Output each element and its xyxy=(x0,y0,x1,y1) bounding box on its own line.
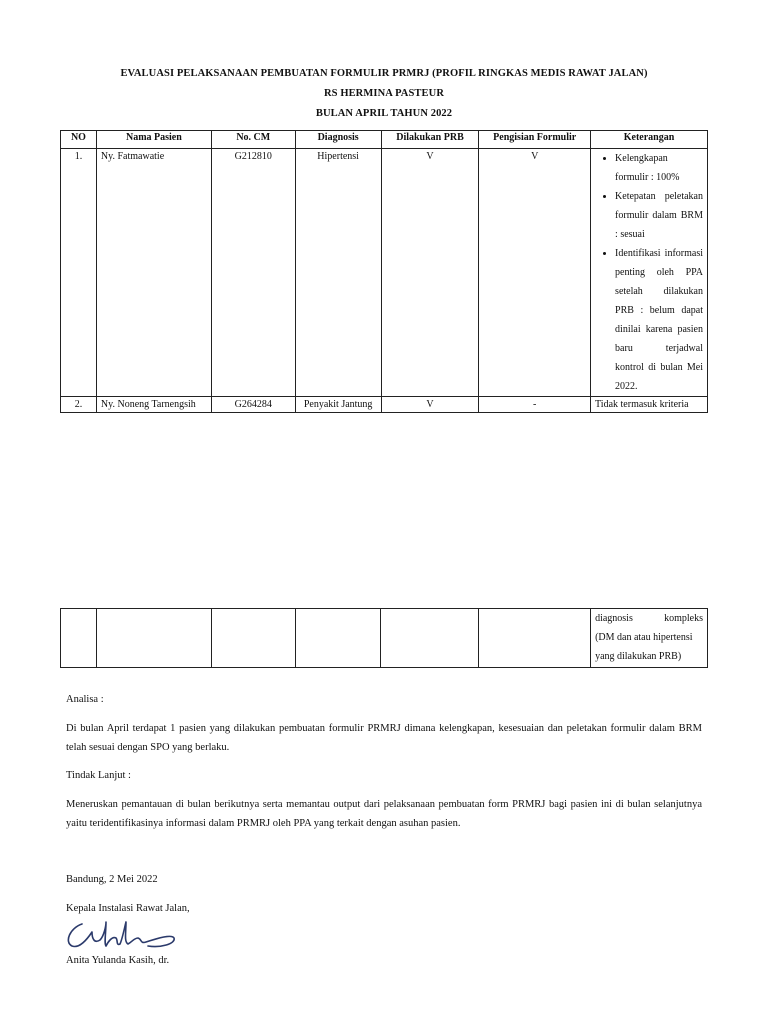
cell-nama: Ny. Fatmawatie xyxy=(96,149,211,397)
cell-diagnosis: Penyakit Jantung xyxy=(295,397,381,413)
col-header-cm: No. CM xyxy=(211,131,295,149)
tindak-lanjut-text: Meneruskan pemantauan di bulan berikutnya serta memantau output dari pelaksanaan pembuatan form PRMRJ bagi pasien ini di bulan selanjutnya yaitu teridentifikasinya informasi dalam PRMRJ oleh PPA yang terkait dengan asuhan pasien. xyxy=(66,799,702,829)
col-header-keterangan: Keterangan xyxy=(591,131,708,149)
cell-pengisian: V xyxy=(479,149,591,397)
table-row xyxy=(61,149,708,397)
cell-nama: Ny. Noneng Tarnengsih xyxy=(96,397,211,413)
cell-empty xyxy=(96,609,211,668)
col-header-no: NO xyxy=(61,131,97,149)
cell-cm: G212810 xyxy=(211,149,295,397)
position-title: Kepala Instalasi Rawat Jalan, xyxy=(66,903,190,914)
cell-empty xyxy=(295,609,381,668)
col-header-prb: Dilakukan PRB xyxy=(381,131,479,149)
cell-cm: G264284 xyxy=(211,397,295,413)
cell-keterangan: Tidak termasuk kriteria xyxy=(591,397,708,413)
table-row xyxy=(61,609,708,668)
cell-empty xyxy=(211,609,295,668)
signatory-name: Anita Yulanda Kasih, dr. xyxy=(66,955,170,966)
keterangan-list xyxy=(595,149,703,396)
keterangan-line: yang dilakukan PRB) xyxy=(595,651,682,662)
analisa-label: Analisa : xyxy=(66,694,104,705)
title-line-1: EVALUASI PELAKSANAAN PEMBUATAN FORMULIR PRMRJ (PROFIL RINGKAS MEDIS RAWAT JALAN) xyxy=(120,68,648,79)
cell-no: 1. xyxy=(61,149,97,397)
cell-keterangan-continued xyxy=(591,609,708,668)
col-header-pengisian: Pengisian Formulir xyxy=(479,131,591,149)
cell-empty xyxy=(61,609,97,668)
evaluation-table xyxy=(60,130,708,413)
title-line-3: BULAN APRIL TAHUN 2022 xyxy=(315,108,453,119)
title-line-2: RS HERMINA PASTEUR xyxy=(323,88,445,99)
table-header-row xyxy=(61,131,708,149)
tindak-lanjut-label: Tindak Lanjut : xyxy=(66,770,131,781)
cell-diagnosis: Hipertensi xyxy=(295,149,381,397)
cell-prb: V xyxy=(381,397,479,413)
cell-no: 2. xyxy=(61,397,97,413)
keterangan-line: (DM dan atau hipertensi xyxy=(595,632,693,643)
analisa-text: Di bulan April terdapat 1 pasien yang dilakukan pembuatan formulir PRMRJ dimana kelengkapan, kesesuaian dan peletakan formulir dalam BRM telah sesuai dengan SPO yang berlaku. xyxy=(66,723,702,753)
cell-empty xyxy=(381,609,479,668)
table-row xyxy=(61,397,708,413)
cell-empty xyxy=(479,609,591,668)
cell-keterangan xyxy=(591,149,708,397)
cell-pengisian: - xyxy=(479,397,591,413)
keterangan-item: • Kelengkapan formulir : 100% xyxy=(615,149,703,187)
col-header-nama: Nama Pasien xyxy=(96,131,211,149)
document-title xyxy=(0,64,768,124)
col-header-diagnosis: Diagnosis xyxy=(295,131,381,149)
keterangan-item: • Ketepatan peletakan formulir dalam BRM : sesuai xyxy=(615,187,703,244)
cell-prb: V xyxy=(381,149,479,397)
place-date: Bandung, 2 Mei 2022 xyxy=(66,874,158,885)
evaluation-table-continued xyxy=(60,608,708,668)
handwritten-signature xyxy=(62,918,182,954)
keterangan-item: • Identifikasi informasi penting oleh PPA setelah dilakukan PRB : belum dapat dinilai karena pasien baru terjadwal kontrol di bulan Mei 2022. xyxy=(615,244,703,396)
keterangan-line: diagnosis kompleks xyxy=(595,613,703,624)
